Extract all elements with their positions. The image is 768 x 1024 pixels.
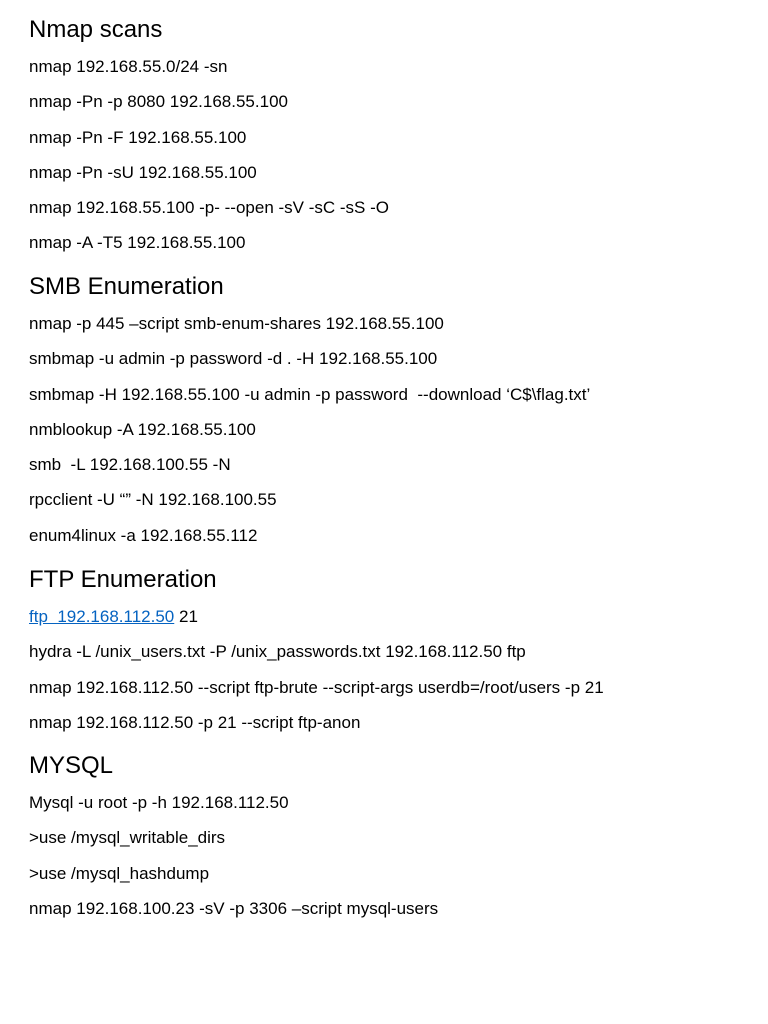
ftp-hyperlink[interactable]: ftp 192.168.112.50 <box>29 607 175 626</box>
command-line: nmap -A -T5 192.168.55.100 <box>29 233 246 253</box>
command-line: nmap 192.168.55.0/24 -sn <box>29 57 228 76</box>
command-line: nmap -Pn -F 192.168.55.100 <box>29 127 247 147</box>
command-line: smbmap -u admin -p password -d . -H 192.168.55.100 <box>29 349 438 369</box>
section-heading: FTP Enumeration <box>29 566 217 593</box>
section-heading: MYSQL <box>29 752 114 779</box>
section-mysql <box>29 752 438 934</box>
ftp-port-text: 21 <box>174 607 198 626</box>
section-ftp-enumeration <box>29 566 604 748</box>
command-line: nmap 192.168.55.100 -p- --open -sV -sC -sS -O <box>29 198 389 218</box>
command-line: nmap 192.168.112.50 --script ftp-brute --script-args userdb=/root/users -p 21 <box>29 677 604 697</box>
command-line: nmblookup -A 192.168.55.100 <box>29 419 256 439</box>
section-heading: SMB Enumeration <box>29 273 224 300</box>
command-line: nmap -Pn -p 8080 192.168.55.100 <box>29 92 288 112</box>
command-line: nmap 192.168.100.23 -sV -p 3306 –script mysql-users <box>29 898 439 918</box>
section-smb-enumeration <box>29 273 590 561</box>
command-line: >use /mysql_hashdump <box>29 863 210 883</box>
command-line: enum4linux -a 192.168.55.112 <box>29 525 258 545</box>
command-line: nmap -Pn -sU 192.168.55.100 <box>29 162 257 182</box>
command-line: smbmap -H 192.168.55.100 -u admin -p password --download ‘C$\flag.txt’ <box>29 384 591 404</box>
command-line: rpcclient -U “” -N 192.168.100.55 <box>29 490 277 510</box>
section-heading: Nmap scans <box>29 16 163 43</box>
command-line: smb -L 192.168.100.55 -N <box>29 455 231 475</box>
section-nmap-scans <box>29 16 389 269</box>
command-line: nmap 192.168.112.50 -p 21 --script ftp-anon <box>29 712 361 732</box>
command-line: hydra -L /unix_users.txt -P /unix_passwords.txt 192.168.112.50 ftp <box>29 642 526 662</box>
ftp-command-line <box>29 607 604 627</box>
command-line: >use /mysql_writable_dirs <box>29 828 226 848</box>
command-line: nmap -p 445 –script smb-enum-shares 192.168.55.100 <box>29 314 444 333</box>
command-line: Mysql -u root -p -h 192.168.112.50 <box>29 793 289 812</box>
